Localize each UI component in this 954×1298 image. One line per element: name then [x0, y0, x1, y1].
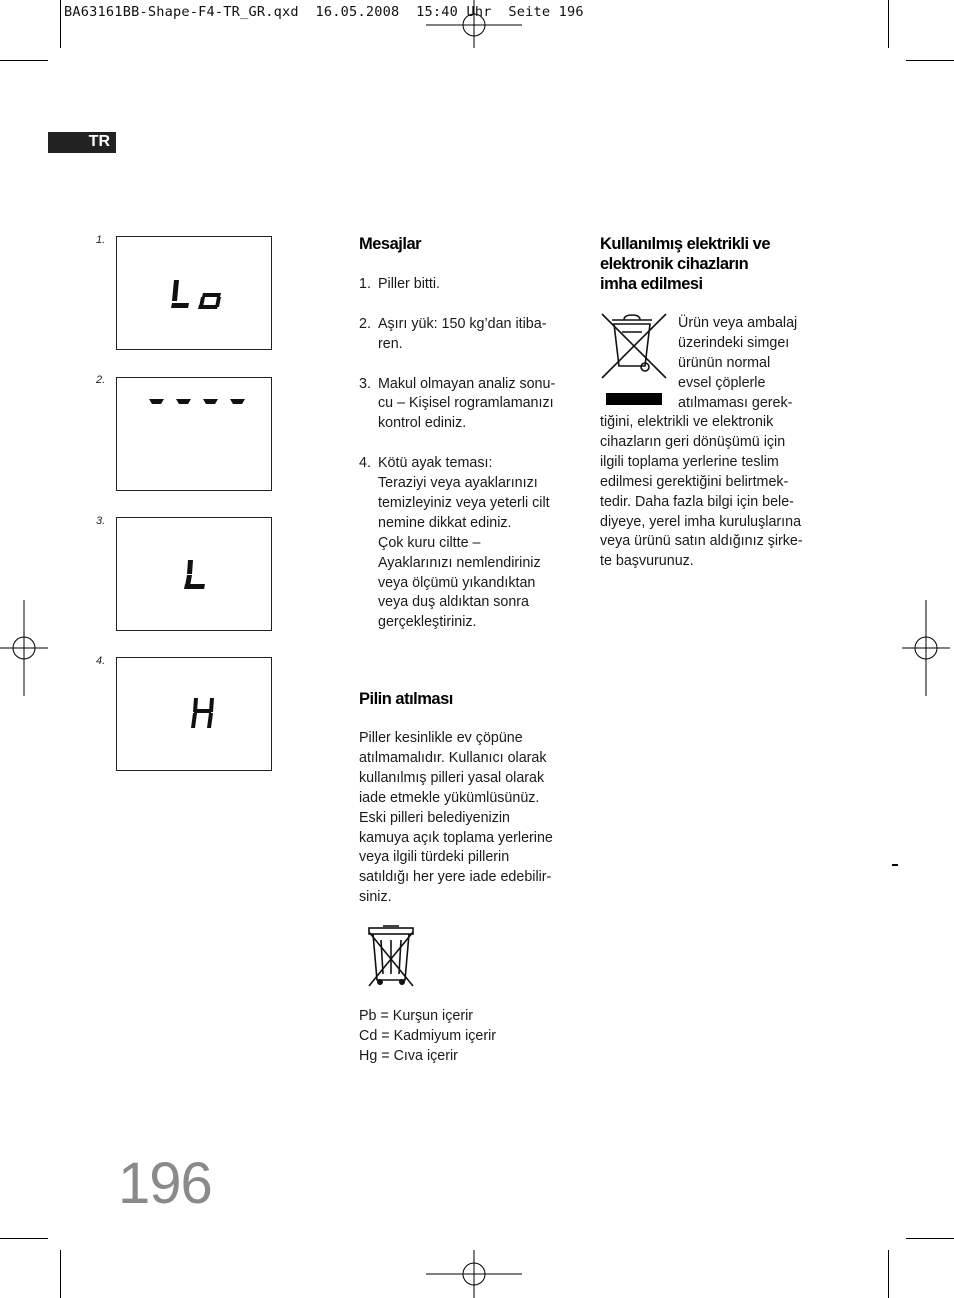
message-item: 4. Kötü ayak teması: Teraziyi veya ayaklarınızı temizleyiniz veya yeterli cilt nemine dikkat ediniz. Çok kuru ciltte – Ayaklarınızı nemlendiriniz veya ölçümü yıkandıktan veya duş aldıktan sonra gerçekleştiriniz.: [359, 455, 550, 631]
crop-mark: [0, 60, 48, 61]
weee-text: tiğini, elektrikli ve elektronik cihazların geri dönüşümü için ilgili toplama yerlerine teslim edilmesi gerektiğini belirtmek- tedir. Daha fazla bilgi için bele- diyeye, yerel imha kuruluşlarına veya ürünü satın aldığınız şirke- te başvurunuz.: [600, 414, 803, 570]
page-number: 196: [118, 1151, 212, 1216]
display-dashes: [116, 377, 272, 491]
language-tab-label: TR: [88, 133, 110, 150]
battery-heading: Pilin atılması: [359, 690, 453, 708]
message-item: 1. Piller bitti.: [359, 276, 440, 292]
figure-number: 2.: [96, 374, 106, 386]
weee-wrap-text: Ürün veya ambalaj üzerindeki simgeı ürünün normal evsel çöplerle atılmaması gerek-: [678, 315, 798, 411]
display-lo: [116, 236, 272, 350]
crop-mark: [888, 1250, 889, 1298]
registration-mark-left: [0, 600, 48, 696]
lcd-segments: [117, 378, 273, 492]
battery-section: [359, 689, 579, 908]
crop-mark: [888, 0, 889, 48]
figure-number: 1.: [96, 234, 106, 246]
weee-heading: Kullanılmış elektrikli ve elektronik cihazların imha edilmesi: [600, 235, 770, 293]
crop-mark: [0, 1238, 48, 1239]
chemicals-list: Pb = Kurşun içerir Cd = Kadmiyum içerir Hg = Cıva içerir: [359, 1008, 497, 1064]
crossed-bin-icon: [363, 924, 419, 990]
lcd-segments: [117, 518, 273, 632]
crop-mark: [892, 864, 898, 866]
print-header: BA63161BB-Shape-F4-TR_GR.qxd 16.05.2008 15:40 Uhr Seite 196: [64, 4, 584, 20]
crop-mark: [906, 60, 954, 61]
crop-mark: [60, 1250, 61, 1298]
messages-section: [359, 234, 579, 653]
messages-list: [359, 275, 579, 633]
figure-number: 3.: [96, 515, 106, 527]
language-tab: [48, 132, 116, 153]
battery-text: Piller kesinlikle ev çöpüne atılmamalıdır. Kullanıcı olarak kullanılmış pilleri yasal olarak iade etmekle yükümlüsünüz. Eski pilleri belediyenizin kamuya açık toplama yerlerine veya ilgili türdeki pillerin satıldığı her yere iade edebilir- siniz.: [359, 730, 553, 906]
lcd-segments: [117, 658, 273, 772]
lcd-segments: [117, 237, 273, 351]
crop-mark: [906, 1238, 954, 1239]
registration-mark-bottom: [426, 1250, 522, 1298]
weee-section: [600, 234, 815, 294]
display-l: [116, 517, 272, 631]
message-item: 2. Aşırı yük: 150 kg’dan itiba- ren.: [359, 315, 547, 352]
weee-bin-icon: [600, 310, 668, 408]
display-h: [116, 657, 272, 771]
figure-number: 4.: [96, 655, 106, 667]
message-item: 3. Makul olmayan analiz sonu- cu – Kişisel rogramlamanızı kontrol ediniz.: [359, 375, 556, 432]
crop-mark: [60, 0, 61, 48]
messages-heading: Mesajlar: [359, 235, 422, 253]
registration-mark-right: [902, 600, 950, 696]
